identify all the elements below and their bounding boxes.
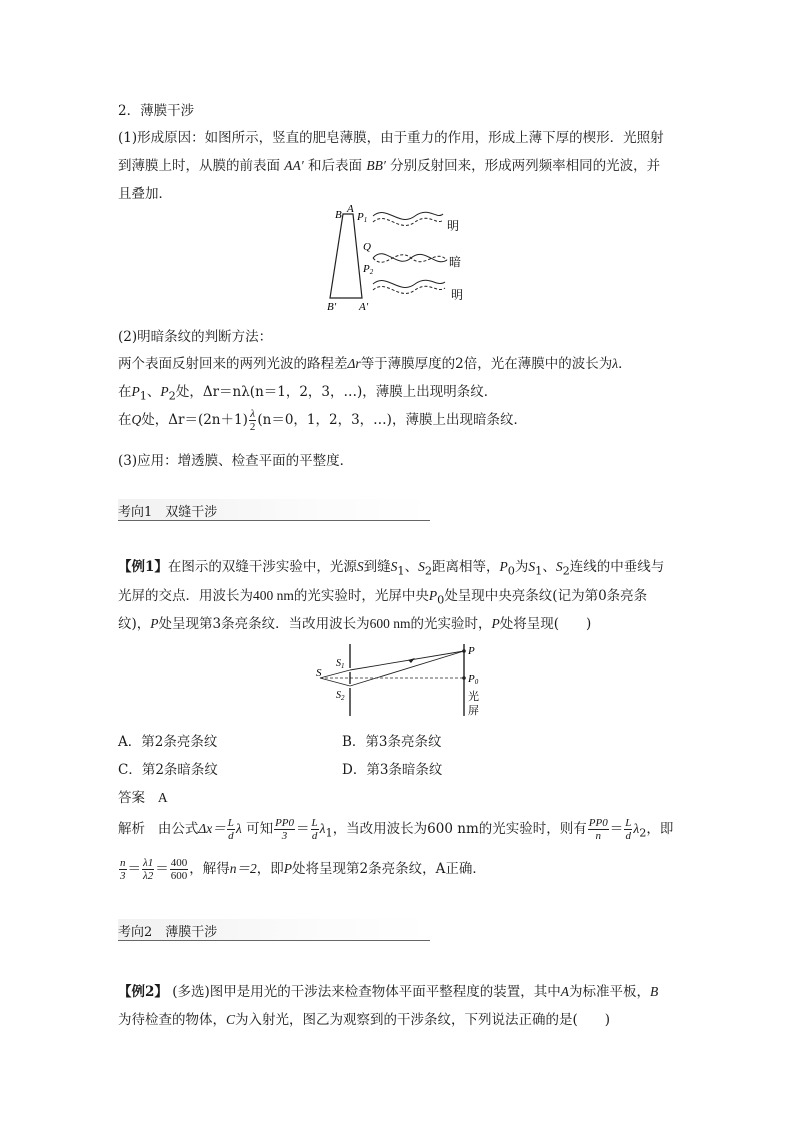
s1: S <box>528 559 536 574</box>
sub: 2 <box>424 564 432 578</box>
text: 处将呈现( ) <box>499 616 592 632</box>
sub: 2 <box>168 389 176 403</box>
sub: 1 <box>325 826 333 840</box>
text: ，解得 <box>189 861 230 877</box>
analysis-label: 解析 <box>118 821 145 837</box>
text: ，当改用波长为600 nm的光实验时，则有 <box>332 821 587 837</box>
sub: 1 <box>139 389 147 403</box>
section-underline <box>118 940 430 941</box>
label-bprime: B′ <box>327 301 337 313</box>
fraction-l-d: $\frac{L}{d}$ <box>625 817 632 842</box>
thin-film-figure <box>325 200 475 315</box>
text: 处呈现中央亮条纹(记为第0条亮条 <box>444 588 648 604</box>
example1-line2 <box>118 584 647 607</box>
text: 两个表面反射回来的两列光波的路程差 <box>118 356 348 372</box>
analysis-line1 <box>118 814 673 849</box>
text: 处将呈现第2条亮条纹，A正确． <box>292 861 486 877</box>
label-p: P <box>468 645 475 657</box>
judgement-line1 <box>118 352 632 372</box>
label-bright-1: 明 <box>447 219 460 233</box>
fraction-pp0-n: $\frac{PP0}{n}$ <box>588 817 608 842</box>
wavelength-1: 400 nm <box>253 588 294 603</box>
q: Q <box>131 412 142 427</box>
p2: P <box>160 384 169 399</box>
section-title-2: 考向2 薄膜干涉 <box>118 925 218 940</box>
section-underline <box>118 520 430 521</box>
text: 分别反射回来，形成两列频率相同的光波，并 <box>390 158 661 174</box>
paragraph-cause-line1: (1)形成原因：如图所示，竖直的肥皂薄膜，由于重力的作用，形成上薄下厚的楔形．光照射 <box>118 130 664 146</box>
text: 为 <box>514 559 529 575</box>
text: (多选)图甲是用光的干涉法来检查物体平面平整程度的装置，其中 <box>172 984 561 1000</box>
text: 为待检查的物体， <box>118 1012 226 1028</box>
text: 在 <box>118 412 132 428</box>
judgement-line2 <box>118 380 497 403</box>
example1-line1 <box>118 555 664 578</box>
b: B <box>650 984 659 999</box>
sub: 0 <box>507 564 515 578</box>
judgement-line3 <box>118 408 527 433</box>
text: 的光实验时， <box>410 616 492 632</box>
text: 纹)， <box>118 616 151 632</box>
eq: ＝ <box>296 821 310 837</box>
fraction-pp0-3: $\frac{PP0}{3}$ <box>275 817 295 842</box>
label-b: B <box>335 209 342 221</box>
text: 到薄膜上时，从膜的前表面 <box>118 158 280 174</box>
answer-line <box>118 786 168 806</box>
p: P <box>283 861 293 876</box>
c: C <box>226 1012 236 1027</box>
section-header-1 <box>118 499 430 521</box>
lambda1: λ <box>319 821 326 836</box>
text: ，即 <box>256 861 284 877</box>
arrow-head <box>408 658 415 663</box>
label-aprime: A′ <box>359 301 369 313</box>
label-screen-1: 光 <box>468 691 479 703</box>
text: 到缝 <box>363 559 391 575</box>
text: 由公式 <box>157 821 199 837</box>
label-bright-2: 明 <box>451 288 464 302</box>
label-p2: P2 <box>363 263 374 276</box>
text: 在图示的双缝干涉实验中，光源 <box>167 559 357 575</box>
text: 等于薄膜厚度的2倍，光在薄膜中的波长为 <box>360 356 613 372</box>
text: 为入射光，图乙为观察到的干涉条纹，下列说法正确的是( ) <box>235 1012 611 1028</box>
example2-line2 <box>118 1008 610 1028</box>
sub: 0 <box>437 593 445 607</box>
section-title-1: 考向1 双缝干涉 <box>118 505 218 520</box>
eq: ＝ <box>155 861 169 877</box>
fraction-lambda-ratio: $\frac{\lambda 1}{\lambda 2}$ <box>143 857 154 882</box>
s1: S <box>390 559 398 574</box>
lambda: λ <box>612 356 619 371</box>
point-p <box>462 649 466 653</box>
ray-s1-p <box>350 651 464 670</box>
eq: ＝ <box>127 861 141 877</box>
p: P <box>491 616 500 631</box>
s: S <box>356 559 364 574</box>
text: 的光实验时，光屏中央 <box>293 588 429 604</box>
example-tag: 【例1】 <box>118 559 168 575</box>
ray-s-s2 <box>320 678 350 686</box>
text: ，即 <box>646 821 674 837</box>
wavelength-2: 600 nm <box>369 616 411 631</box>
example2-line1 <box>118 980 658 1000</box>
label-screen-2: 屏 <box>468 705 479 717</box>
text: 、 <box>146 384 161 400</box>
paragraph-cause-line2 <box>118 154 660 174</box>
answer-value: A <box>157 790 168 805</box>
text: 、 <box>542 559 556 575</box>
fraction-400-600: $\frac{400}{600}$ <box>170 857 188 882</box>
text: 在 <box>118 384 132 400</box>
text: 距离相等， <box>432 559 500 575</box>
eq: ＝ <box>609 821 624 837</box>
judgement-title: (2)明暗条纹的判断方法： <box>118 329 273 345</box>
label-p1: P1 <box>357 211 368 224</box>
p0: P <box>499 559 508 574</box>
delta-x: Δx＝ <box>198 821 226 836</box>
option-d: D．第3条暗条纹 <box>342 762 443 778</box>
option-a: A．第2条亮条纹 <box>118 734 218 750</box>
p: P <box>150 616 159 631</box>
fraction-l-d: $\frac{L}{d}$ <box>311 817 318 842</box>
example1-line3 <box>118 612 591 632</box>
ray-s2-p <box>350 651 464 686</box>
text: 可知 <box>246 821 274 837</box>
text: 处，Δr＝(2n＋1) <box>141 412 248 428</box>
fraction-l-d: $\frac{L}{d}$ <box>227 817 234 842</box>
text: 光屏的交点．用波长为 <box>118 588 253 604</box>
surface-aa: AA′ <box>284 158 304 173</box>
fraction-lambda-2: $\frac{\lambda}{2}$ <box>249 408 256 433</box>
path-diff: Δr <box>347 356 361 371</box>
example-tag: 【例2】 <box>118 984 168 1000</box>
point-p0 <box>462 676 466 680</box>
option-b: B．第3条亮条纹 <box>342 734 442 750</box>
surface-bb: BB′ <box>366 158 386 173</box>
sub: 2 <box>562 564 570 578</box>
double-slit-figure <box>312 640 492 722</box>
text: (n＝0，1，2，3，…)，薄膜上出现暗条纹． <box>257 412 527 428</box>
lambda2: λ <box>633 821 640 836</box>
sub: 1 <box>535 564 543 578</box>
answer-label: 答案 <box>118 790 145 806</box>
label-a: A <box>347 203 354 215</box>
lambda: λ <box>235 821 242 836</box>
n-value: n＝2 <box>229 861 257 876</box>
text: 连线的中垂线与 <box>569 559 665 575</box>
label-p0: P0 <box>468 673 479 686</box>
paragraph-cause-line3: 且叠加． <box>118 186 172 202</box>
s2: S <box>418 559 425 574</box>
label-dark: 暗 <box>449 255 462 269</box>
text: 、 <box>404 559 419 575</box>
ray-s-s1 <box>320 670 350 678</box>
text: ． <box>618 356 632 372</box>
s2: S <box>555 559 563 574</box>
analysis-line2 <box>118 854 486 884</box>
application-line: (3)应用：增透膜、检查平面的平整度． <box>118 453 354 469</box>
text: 为标准平板， <box>569 984 650 1000</box>
a: A <box>560 984 569 999</box>
sub: 1 <box>397 564 405 578</box>
text: 处呈现第3条亮条纹．当改用波长为 <box>158 616 370 632</box>
section-header-2 <box>118 919 430 941</box>
film-wedge <box>330 214 362 298</box>
label-s: S <box>316 667 322 679</box>
p1: P <box>131 384 140 399</box>
p0: P <box>428 588 438 603</box>
label-q: Q <box>363 241 371 253</box>
option-c: C．第2条暗条纹 <box>118 762 218 778</box>
sub: 2 <box>639 826 647 840</box>
fraction-n-3: $\frac{n}{3}$ <box>120 857 126 882</box>
section-heading: 2．薄膜干涉 <box>118 103 195 119</box>
text: 和后表面 <box>308 158 363 174</box>
label-s2: $S_2$ <box>336 690 345 702</box>
label-s1: $S_1$ <box>336 658 345 670</box>
text: 处，Δr＝nλ(n＝1，2，3，…)，薄膜上出现明条纹． <box>175 384 498 400</box>
